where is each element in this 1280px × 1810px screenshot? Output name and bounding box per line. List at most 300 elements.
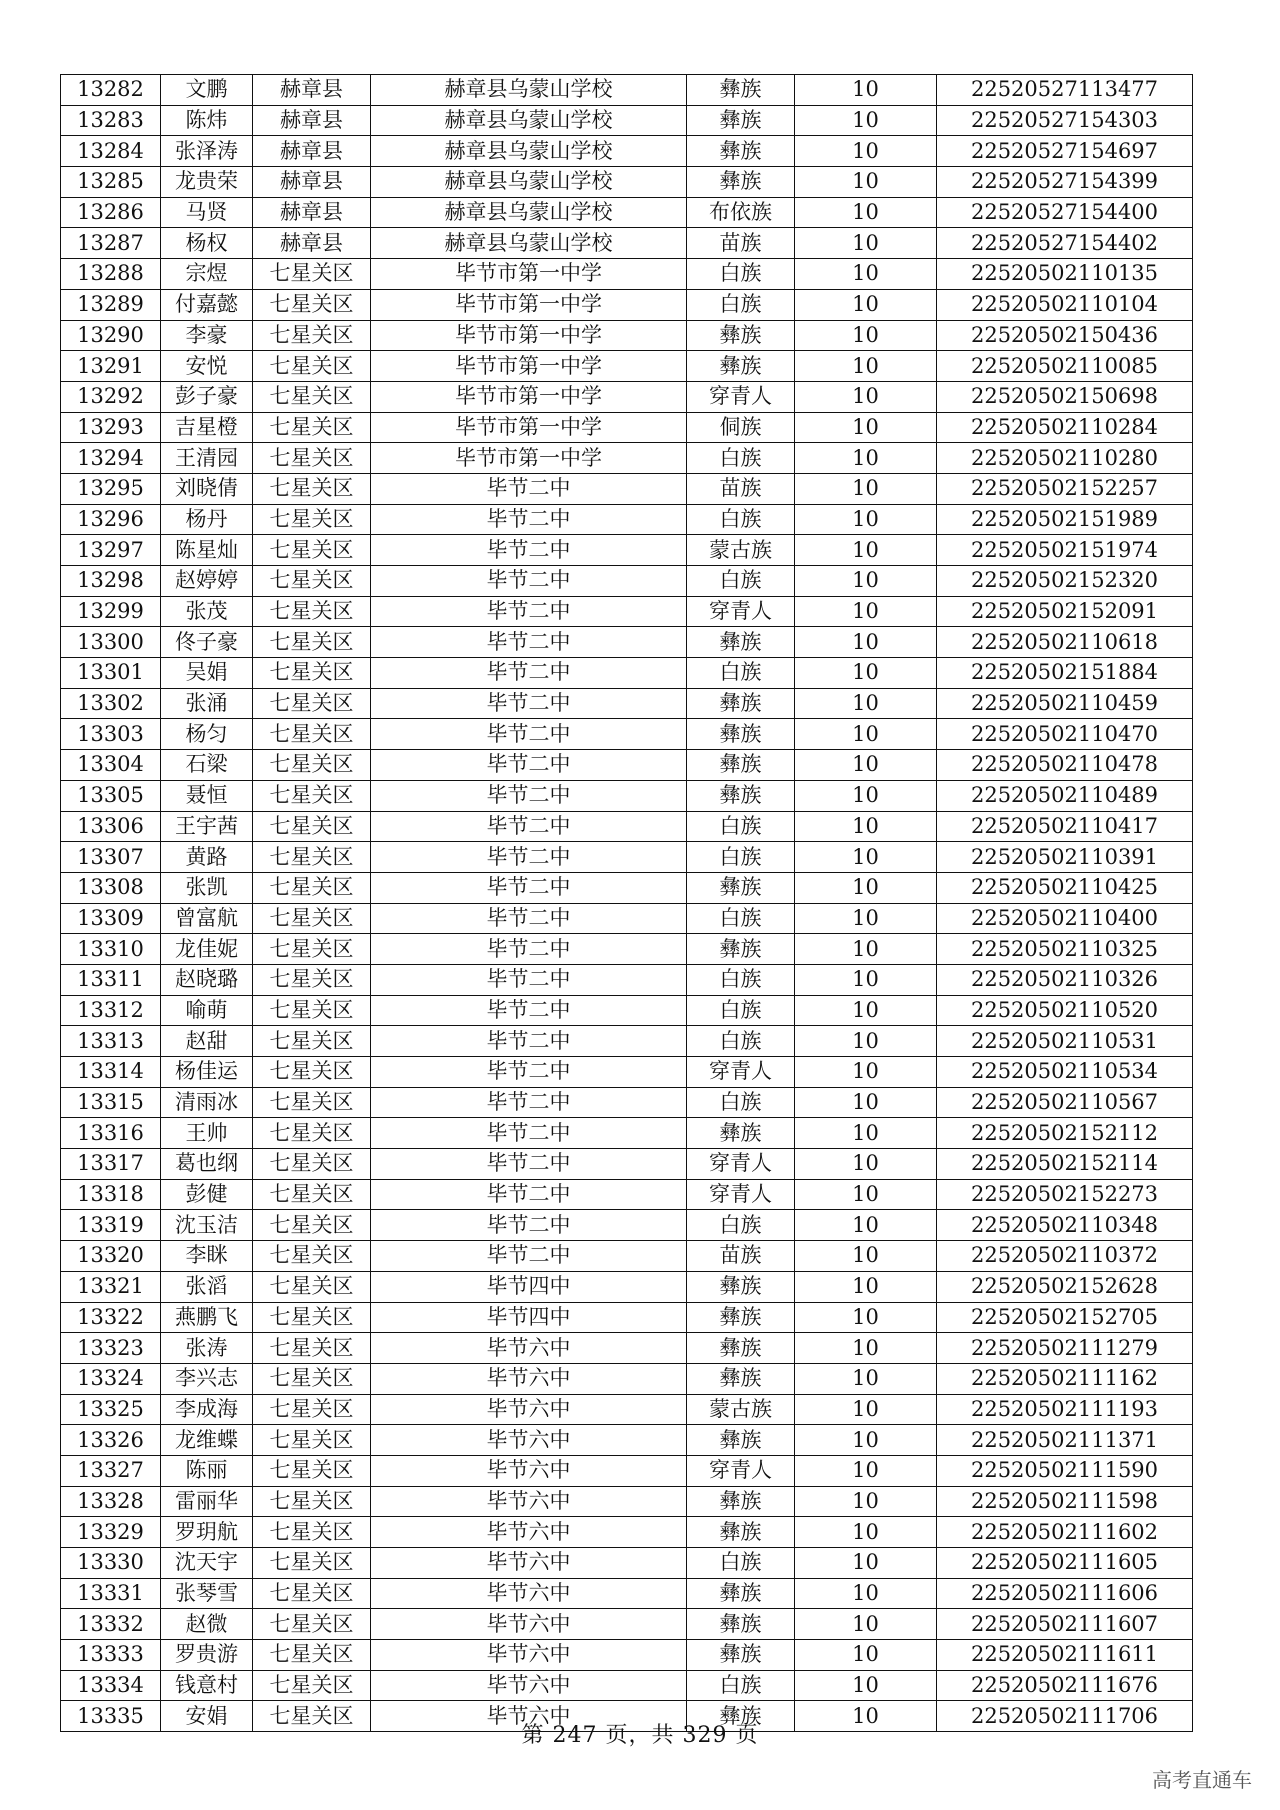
school-cell: 毕节市第一中学 <box>371 412 687 443</box>
name-cell: 张涛 <box>161 1333 253 1364</box>
name-cell: 喻萌 <box>161 995 253 1026</box>
roster-body <box>61 75 1193 1732</box>
district-cell: 七星关区 <box>253 934 371 965</box>
ethnicity-cell: 苗族 <box>687 473 795 504</box>
table-row <box>61 443 1193 474</box>
district-cell: 七星关区 <box>253 412 371 443</box>
exam-id-cell: 22520502110135 <box>937 259 1193 290</box>
exam-id-cell: 22520502110470 <box>937 719 1193 750</box>
table-row <box>61 351 1193 382</box>
ethnicity-cell: 穿青人 <box>687 1149 795 1180</box>
exam-id-cell: 22520502151884 <box>937 658 1193 689</box>
school-cell: 毕节二中 <box>371 964 687 995</box>
name-cell: 彭健 <box>161 1179 253 1210</box>
bonus-cell: 10 <box>795 842 937 873</box>
district-cell: 七星关区 <box>253 443 371 474</box>
ethnicity-cell: 彝族 <box>687 1640 795 1671</box>
bonus-cell: 10 <box>795 1701 937 1732</box>
seq-cell: 13324 <box>61 1363 161 1394</box>
name-cell: 李成海 <box>161 1394 253 1425</box>
ethnicity-cell: 白族 <box>687 811 795 842</box>
name-cell: 钱意村 <box>161 1670 253 1701</box>
exam-id-cell: 22520502111602 <box>937 1517 1193 1548</box>
name-cell: 彭子豪 <box>161 381 253 412</box>
district-cell: 赫章县 <box>253 75 371 106</box>
school-cell: 毕节六中 <box>371 1701 687 1732</box>
bonus-cell: 10 <box>795 1517 937 1548</box>
ethnicity-cell: 穿青人 <box>687 596 795 627</box>
school-cell: 毕节二中 <box>371 535 687 566</box>
school-cell: 毕节二中 <box>371 719 687 750</box>
exam-id-cell: 22520502110348 <box>937 1210 1193 1241</box>
seq-cell: 13305 <box>61 780 161 811</box>
district-cell: 七星关区 <box>253 1057 371 1088</box>
bonus-cell: 10 <box>795 136 937 167</box>
bonus-cell: 10 <box>795 228 937 259</box>
district-cell: 七星关区 <box>253 658 371 689</box>
exam-id-cell: 22520502110400 <box>937 903 1193 934</box>
school-cell: 毕节二中 <box>371 1026 687 1057</box>
name-cell: 佟子豪 <box>161 627 253 658</box>
ethnicity-cell: 穿青人 <box>687 381 795 412</box>
district-cell: 七星关区 <box>253 473 371 504</box>
bonus-cell: 10 <box>795 1609 937 1640</box>
bonus-cell: 10 <box>795 903 937 934</box>
district-cell: 七星关区 <box>253 1333 371 1364</box>
district-cell: 七星关区 <box>253 1394 371 1425</box>
district-cell: 七星关区 <box>253 381 371 412</box>
name-cell: 王宇茜 <box>161 811 253 842</box>
exam-id-cell: 22520502110459 <box>937 688 1193 719</box>
name-cell: 黄路 <box>161 842 253 873</box>
district-cell: 七星关区 <box>253 1026 371 1057</box>
table-row <box>61 964 1193 995</box>
table-row <box>61 136 1193 167</box>
table-row <box>61 872 1193 903</box>
name-cell: 张茂 <box>161 596 253 627</box>
bonus-cell: 10 <box>795 688 937 719</box>
district-cell: 七星关区 <box>253 688 371 719</box>
district-cell: 七星关区 <box>253 1425 371 1456</box>
district-cell: 七星关区 <box>253 719 371 750</box>
seq-cell: 13328 <box>61 1486 161 1517</box>
school-cell: 毕节四中 <box>371 1271 687 1302</box>
name-cell: 陈丽 <box>161 1455 253 1486</box>
school-cell: 毕节二中 <box>371 1087 687 1118</box>
seq-cell: 13287 <box>61 228 161 259</box>
ethnicity-cell: 彝族 <box>687 688 795 719</box>
district-cell: 七星关区 <box>253 842 371 873</box>
bonus-cell: 10 <box>795 1149 937 1180</box>
ethnicity-cell: 彝族 <box>687 1578 795 1609</box>
school-cell: 赫章县乌蒙山学校 <box>371 75 687 106</box>
seq-cell: 13325 <box>61 1394 161 1425</box>
name-cell: 吴娟 <box>161 658 253 689</box>
exam-id-cell: 22520502111607 <box>937 1609 1193 1640</box>
district-cell: 七星关区 <box>253 504 371 535</box>
school-cell: 毕节二中 <box>371 1057 687 1088</box>
exam-id-cell: 22520502110085 <box>937 351 1193 382</box>
name-cell: 宗煜 <box>161 259 253 290</box>
table-row <box>61 1118 1193 1149</box>
seq-cell: 13286 <box>61 197 161 228</box>
bonus-cell: 10 <box>795 1210 937 1241</box>
name-cell: 张泽涛 <box>161 136 253 167</box>
exam-id-cell: 22520502152705 <box>937 1302 1193 1333</box>
name-cell: 刘晓倩 <box>161 473 253 504</box>
name-cell: 李豪 <box>161 320 253 351</box>
ethnicity-cell: 苗族 <box>687 228 795 259</box>
bonus-cell: 10 <box>795 351 937 382</box>
name-cell: 张凯 <box>161 872 253 903</box>
ethnicity-cell: 侗族 <box>687 412 795 443</box>
school-cell: 毕节市第一中学 <box>371 381 687 412</box>
exam-id-cell: 22520502111162 <box>937 1363 1193 1394</box>
bonus-cell: 10 <box>795 259 937 290</box>
seq-cell: 13332 <box>61 1609 161 1640</box>
ethnicity-cell: 白族 <box>687 1548 795 1579</box>
seq-cell: 13323 <box>61 1333 161 1364</box>
ethnicity-cell: 白族 <box>687 842 795 873</box>
bonus-cell: 10 <box>795 780 937 811</box>
school-cell: 毕节二中 <box>371 995 687 1026</box>
seq-cell: 13320 <box>61 1241 161 1272</box>
school-cell: 毕节二中 <box>371 504 687 535</box>
ethnicity-cell: 布依族 <box>687 197 795 228</box>
seq-cell: 13284 <box>61 136 161 167</box>
table-row <box>61 1578 1193 1609</box>
table-row <box>61 1087 1193 1118</box>
table-row <box>61 1455 1193 1486</box>
exam-id-cell: 22520502110325 <box>937 934 1193 965</box>
bonus-cell: 10 <box>795 566 937 597</box>
school-cell: 毕节二中 <box>371 1118 687 1149</box>
bonus-cell: 10 <box>795 750 937 781</box>
name-cell: 张涌 <box>161 688 253 719</box>
exam-id-cell: 22520502111279 <box>937 1333 1193 1364</box>
ethnicity-cell: 彝族 <box>687 1701 795 1732</box>
district-cell: 七星关区 <box>253 351 371 382</box>
school-cell: 毕节市第一中学 <box>371 351 687 382</box>
ethnicity-cell: 彝族 <box>687 136 795 167</box>
table-row <box>61 1640 1193 1671</box>
table-row <box>61 995 1193 1026</box>
name-cell: 龙维蝶 <box>161 1425 253 1456</box>
exam-id-cell: 22520502110618 <box>937 627 1193 658</box>
school-cell: 毕节二中 <box>371 1210 687 1241</box>
bonus-cell: 10 <box>795 443 937 474</box>
table-row <box>61 412 1193 443</box>
seq-cell: 13329 <box>61 1517 161 1548</box>
district-cell: 七星关区 <box>253 627 371 658</box>
ethnicity-cell: 彝族 <box>687 1118 795 1149</box>
table-row <box>61 1394 1193 1425</box>
district-cell: 七星关区 <box>253 1701 371 1732</box>
district-cell: 七星关区 <box>253 259 371 290</box>
school-cell: 毕节六中 <box>371 1670 687 1701</box>
table-row <box>61 596 1193 627</box>
table-row <box>61 320 1193 351</box>
table-row <box>61 228 1193 259</box>
bonus-cell: 10 <box>795 1455 937 1486</box>
school-cell: 毕节二中 <box>371 1241 687 1272</box>
table-row <box>61 1425 1193 1456</box>
bonus-cell: 10 <box>795 1670 937 1701</box>
seq-cell: 13311 <box>61 964 161 995</box>
exam-id-cell: 22520527154303 <box>937 105 1193 136</box>
seq-cell: 13296 <box>61 504 161 535</box>
ethnicity-cell: 白族 <box>687 995 795 1026</box>
exam-id-cell: 22520502152257 <box>937 473 1193 504</box>
school-cell: 毕节二中 <box>371 750 687 781</box>
table-row <box>61 1026 1193 1057</box>
name-cell: 沈天宇 <box>161 1548 253 1579</box>
bonus-cell: 10 <box>795 197 937 228</box>
bonus-cell: 10 <box>795 995 937 1026</box>
bonus-cell: 10 <box>795 320 937 351</box>
name-cell: 赵婷婷 <box>161 566 253 597</box>
district-cell: 七星关区 <box>253 566 371 597</box>
name-cell: 文鹏 <box>161 75 253 106</box>
district-cell: 七星关区 <box>253 1640 371 1671</box>
name-cell: 葛也纲 <box>161 1149 253 1180</box>
name-cell: 安娟 <box>161 1701 253 1732</box>
ethnicity-cell: 彝族 <box>687 351 795 382</box>
bonus-cell: 10 <box>795 1057 937 1088</box>
district-cell: 七星关区 <box>253 289 371 320</box>
name-cell: 付嘉懿 <box>161 289 253 320</box>
district-cell: 七星关区 <box>253 1578 371 1609</box>
seq-cell: 13288 <box>61 259 161 290</box>
bonus-cell: 10 <box>795 872 937 903</box>
school-cell: 毕节二中 <box>371 1179 687 1210</box>
table-row <box>61 1333 1193 1364</box>
school-cell: 毕节二中 <box>371 566 687 597</box>
bonus-cell: 10 <box>795 934 937 965</box>
school-cell: 毕节市第一中学 <box>371 289 687 320</box>
bonus-cell: 10 <box>795 1640 937 1671</box>
seq-cell: 13289 <box>61 289 161 320</box>
bonus-cell: 10 <box>795 105 937 136</box>
bonus-cell: 10 <box>795 535 937 566</box>
name-cell: 赵微 <box>161 1609 253 1640</box>
table-row <box>61 473 1193 504</box>
seq-cell: 13291 <box>61 351 161 382</box>
ethnicity-cell: 苗族 <box>687 1241 795 1272</box>
seq-cell: 13326 <box>61 1425 161 1456</box>
seq-cell: 13292 <box>61 381 161 412</box>
ethnicity-cell: 彝族 <box>687 1517 795 1548</box>
school-cell: 赫章县乌蒙山学校 <box>371 167 687 198</box>
table-row <box>61 750 1193 781</box>
name-cell: 王清园 <box>161 443 253 474</box>
ethnicity-cell: 穿青人 <box>687 1179 795 1210</box>
district-cell: 七星关区 <box>253 1486 371 1517</box>
ethnicity-cell: 白族 <box>687 658 795 689</box>
name-cell: 李眯 <box>161 1241 253 1272</box>
district-cell: 七星关区 <box>253 1149 371 1180</box>
exam-id-cell: 22520502111371 <box>937 1425 1193 1456</box>
seq-cell: 13293 <box>61 412 161 443</box>
name-cell: 聂恒 <box>161 780 253 811</box>
bonus-cell: 10 <box>795 1333 937 1364</box>
district-cell: 七星关区 <box>253 1609 371 1640</box>
seq-cell: 13308 <box>61 872 161 903</box>
school-cell: 赫章县乌蒙山学校 <box>371 136 687 167</box>
school-cell: 毕节六中 <box>371 1394 687 1425</box>
district-cell: 七星关区 <box>253 1271 371 1302</box>
school-cell: 毕节二中 <box>371 596 687 627</box>
school-cell: 毕节二中 <box>371 658 687 689</box>
exam-id-cell: 22520502152628 <box>937 1271 1193 1302</box>
name-cell: 陈星灿 <box>161 535 253 566</box>
seq-cell: 13312 <box>61 995 161 1026</box>
table-row <box>61 780 1193 811</box>
exam-id-cell: 22520527154399 <box>937 167 1193 198</box>
page-footer: 第 247 页，共 329 页 <box>521 1723 759 1748</box>
table-row <box>61 289 1193 320</box>
name-cell: 清雨冰 <box>161 1087 253 1118</box>
exam-id-cell: 22520502111605 <box>937 1548 1193 1579</box>
seq-cell: 13333 <box>61 1640 161 1671</box>
district-cell: 七星关区 <box>253 1179 371 1210</box>
school-cell: 毕节市第一中学 <box>371 320 687 351</box>
bonus-cell: 10 <box>795 1087 937 1118</box>
seq-cell: 13330 <box>61 1548 161 1579</box>
table-row <box>61 1241 1193 1272</box>
seq-cell: 13301 <box>61 658 161 689</box>
ethnicity-cell: 彝族 <box>687 750 795 781</box>
exam-id-cell: 22520527154697 <box>937 136 1193 167</box>
ethnicity-cell: 彝族 <box>687 1302 795 1333</box>
ethnicity-cell: 穿青人 <box>687 1057 795 1088</box>
district-cell: 赫章县 <box>253 167 371 198</box>
name-cell: 张滔 <box>161 1271 253 1302</box>
exam-id-cell: 22520502110326 <box>937 964 1193 995</box>
ethnicity-cell: 彝族 <box>687 872 795 903</box>
seq-cell: 13318 <box>61 1179 161 1210</box>
district-cell: 七星关区 <box>253 535 371 566</box>
name-cell: 赵甜 <box>161 1026 253 1057</box>
bonus-cell: 10 <box>795 596 937 627</box>
exam-id-cell: 22520502110489 <box>937 780 1193 811</box>
exam-id-cell: 22520502110531 <box>937 1026 1193 1057</box>
exam-id-cell: 22520502111706 <box>937 1701 1193 1732</box>
name-cell: 龙佳妮 <box>161 934 253 965</box>
bonus-cell: 10 <box>795 811 937 842</box>
bonus-cell: 10 <box>795 1394 937 1425</box>
school-cell: 毕节六中 <box>371 1640 687 1671</box>
seq-cell: 13297 <box>61 535 161 566</box>
district-cell: 七星关区 <box>253 964 371 995</box>
district-cell: 赫章县 <box>253 136 371 167</box>
exam-id-cell: 22520502110417 <box>937 811 1193 842</box>
ethnicity-cell: 彝族 <box>687 1609 795 1640</box>
table-row <box>61 842 1193 873</box>
district-cell: 七星关区 <box>253 995 371 1026</box>
seq-cell: 13316 <box>61 1118 161 1149</box>
bonus-cell: 10 <box>795 504 937 535</box>
ethnicity-cell: 白族 <box>687 903 795 934</box>
name-cell: 吉星橙 <box>161 412 253 443</box>
bonus-cell: 10 <box>795 1425 937 1456</box>
name-cell: 石梁 <box>161 750 253 781</box>
school-cell: 毕节六中 <box>371 1333 687 1364</box>
district-cell: 七星关区 <box>253 1455 371 1486</box>
name-cell: 李兴志 <box>161 1363 253 1394</box>
exam-id-cell: 22520527154400 <box>937 197 1193 228</box>
exam-id-cell: 22520502152091 <box>937 596 1193 627</box>
district-cell: 七星关区 <box>253 320 371 351</box>
school-cell: 毕节六中 <box>371 1486 687 1517</box>
ethnicity-cell: 白族 <box>687 504 795 535</box>
name-cell: 杨佳运 <box>161 1057 253 1088</box>
name-cell: 杨匀 <box>161 719 253 750</box>
exam-id-cell: 22520502150698 <box>937 381 1193 412</box>
seq-cell: 13299 <box>61 596 161 627</box>
table-row <box>61 1271 1193 1302</box>
exam-id-cell: 22520502111611 <box>937 1640 1193 1671</box>
table-row <box>61 566 1193 597</box>
bonus-cell: 10 <box>795 1026 937 1057</box>
seq-cell: 13310 <box>61 934 161 965</box>
ethnicity-cell: 彝族 <box>687 1271 795 1302</box>
exam-id-cell: 22520502110520 <box>937 995 1193 1026</box>
exam-id-cell: 22520502110372 <box>937 1241 1193 1272</box>
exam-id-cell: 22520502110534 <box>937 1057 1193 1088</box>
ethnicity-cell: 彝族 <box>687 167 795 198</box>
district-cell: 七星关区 <box>253 1363 371 1394</box>
school-cell: 毕节二中 <box>371 780 687 811</box>
bonus-cell: 10 <box>795 1548 937 1579</box>
table-row <box>61 1486 1193 1517</box>
name-cell: 罗玥航 <box>161 1517 253 1548</box>
table-row <box>61 1179 1193 1210</box>
ethnicity-cell: 彝族 <box>687 320 795 351</box>
ethnicity-cell: 白族 <box>687 259 795 290</box>
school-cell: 毕节二中 <box>371 688 687 719</box>
table-row <box>61 1363 1193 1394</box>
table-row <box>61 903 1193 934</box>
bonus-cell: 10 <box>795 627 937 658</box>
roster-table <box>60 74 1193 1732</box>
ethnicity-cell: 白族 <box>687 443 795 474</box>
seq-cell: 13321 <box>61 1271 161 1302</box>
district-cell: 七星关区 <box>253 1548 371 1579</box>
seq-cell: 13307 <box>61 842 161 873</box>
ethnicity-cell: 彝族 <box>687 1333 795 1364</box>
ethnicity-cell: 蒙古族 <box>687 535 795 566</box>
district-cell: 七星关区 <box>253 1118 371 1149</box>
exam-id-cell: 22520502111590 <box>937 1455 1193 1486</box>
table-row <box>61 627 1193 658</box>
bonus-cell: 10 <box>795 1302 937 1333</box>
seq-cell: 13335 <box>61 1701 161 1732</box>
seq-cell: 13294 <box>61 443 161 474</box>
seq-cell: 13298 <box>61 566 161 597</box>
table-row <box>61 197 1193 228</box>
table-row <box>61 381 1193 412</box>
table-row <box>61 167 1193 198</box>
name-cell: 曾富航 <box>161 903 253 934</box>
district-cell: 赫章县 <box>253 105 371 136</box>
school-cell: 毕节二中 <box>371 473 687 504</box>
name-cell: 安悦 <box>161 351 253 382</box>
name-cell: 杨丹 <box>161 504 253 535</box>
seq-cell: 13304 <box>61 750 161 781</box>
ethnicity-cell: 白族 <box>687 289 795 320</box>
district-cell: 七星关区 <box>253 1087 371 1118</box>
